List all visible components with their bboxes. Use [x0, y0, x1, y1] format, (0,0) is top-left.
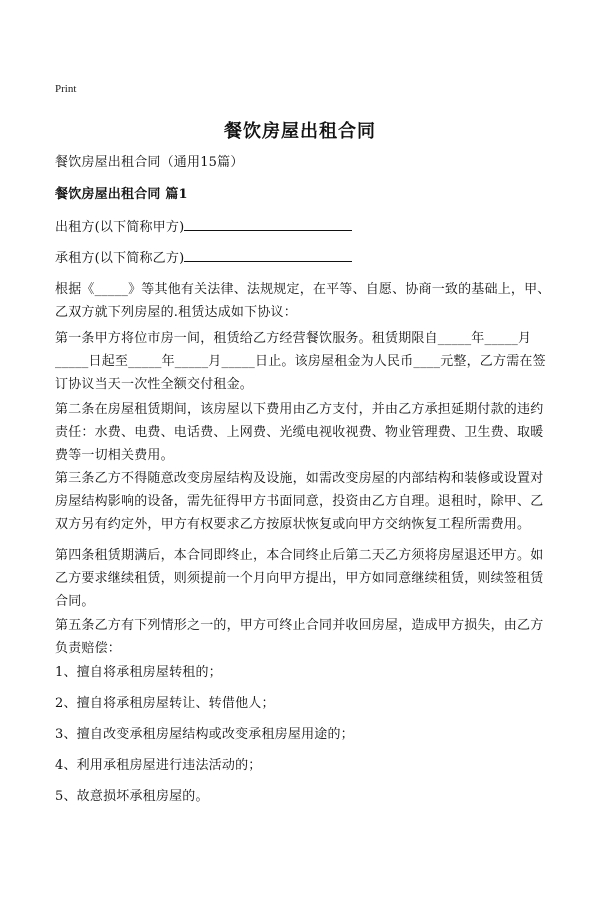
- page-title: 餐饮房屋出租合同: [224, 121, 376, 142]
- document-subtitle: 餐饮房屋出租合同（通用15篇）: [55, 155, 244, 170]
- lessee-line: [55, 247, 555, 270]
- lessor-blank: [184, 216, 352, 231]
- list-item: 2、擅自将承租房屋转让、转借他人；: [55, 696, 275, 711]
- list-item: 4、利用承租房屋进行违法活动的；: [55, 758, 262, 773]
- lessor-label: 出租方(以下简称甲方): [55, 220, 185, 235]
- list-item: 1、擅自将承租房屋转租的；: [55, 665, 222, 680]
- clause-5: 第五条乙方有下列情形之一的，甲方可终止合同并收回房屋，造成甲方损失，由乙方负责赔偿：: [55, 618, 544, 656]
- basis-paragraph: 根据《_____》等其他有关法律、法规规定，在平等、自愿、协商一致的基础上，甲、乙双方就下列房屋的.租赁达成如下协议：: [55, 282, 551, 320]
- lessee-blank: [184, 247, 352, 262]
- lessor-line: [55, 216, 555, 239]
- lessee-label: 承租方(以下简称乙方): [55, 251, 185, 266]
- clause-4: 第四条租赁期满后，本合同即终止，本合同终止后第二天乙方须将房屋退还甲方。如乙方要求继续租赁，则须提前一个月向甲方提出，甲方如同意继续租赁，则续签租赁合同。: [55, 548, 544, 609]
- section-heading: 餐饮房屋出租合同 篇1: [55, 187, 188, 202]
- clause-3: 第三条乙方不得随意改变房屋结构及设施，如需改变房屋的内部结构和装修或设置对房屋结构影响的设备，需先征得甲方书面同意，投资由乙方自理。退租时，除甲、乙双方另有约定外，甲方有权要求乙方按原状恢复或向甲方交纳恢复工程所需费用。: [55, 471, 544, 532]
- list-item: 5、故意损坏承租房屋的。: [55, 789, 209, 804]
- print-label: Print: [55, 83, 77, 95]
- clause-2: 第二条在房屋租赁期间，该房屋以下费用由乙方支付，并由乙方承担延期付款的违约责任：水费、电费、电话费、上网费、光缆电视收视费、物业管理费、卫生费、取暖费等一切相关费用。: [55, 402, 544, 463]
- clause-1: 第一条甲方将位市房一间，租赁给乙方经营餐饮服务。租赁期限自_____年_____月_____日起至_____年_____月_____日止。该房屋租金为人民币____元整，乙方需在签订协议当天一次性全额交付租金。: [55, 331, 546, 392]
- list-item: 3、擅自改变承租房屋结构或改变承租房屋用途的；: [55, 727, 354, 742]
